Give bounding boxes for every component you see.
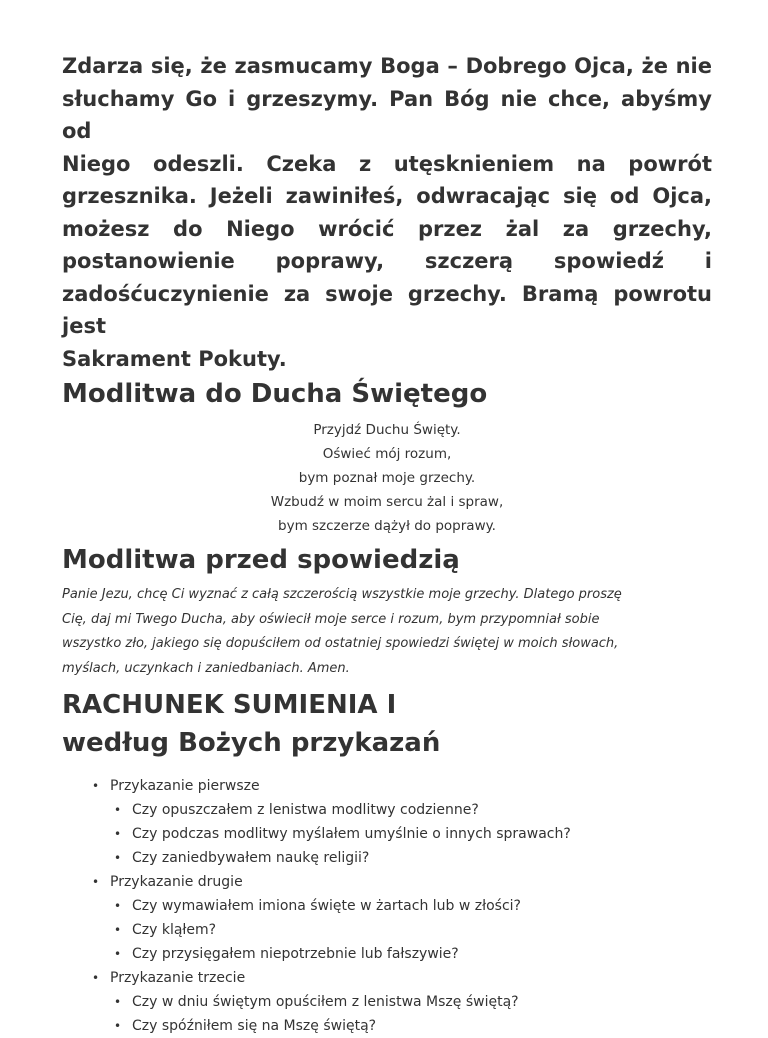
question-item: • Czy wymawiałem imiona święte w żartach lub w złości? [114,894,712,918]
prayer-line: wszystko zło, jakiego się dopuściłem od ostatniej spowiedzi świętej w moich słowach, [62,636,619,651]
commandment-label: Przykazanie drugie [110,874,243,890]
examination-subheading: według Bożych przykazań [62,728,441,758]
commandments-list [62,774,712,1038]
question-item: • Czy zaniedbywałem naukę religii? [114,846,712,870]
prayer-line: Wzbudź w moim sercu żal i spraw, [270,494,504,510]
question-item: • Czy spóźniłem się na Mszę świętą? [114,1014,712,1038]
intro-line: Niego odeszli. Czeka z utęsknieniem na powrót [62,151,712,176]
question-item: • Czy kląłem? [114,918,712,942]
intro-line: Sakrament Pokuty. [62,346,287,371]
intro-line: zadośćuczynienie za swoje grzechy. Bramą powrotu jest [62,281,712,338]
question-item: • Czy przysięgałem niepotrzebnie lub fałszywie? [114,942,712,966]
question-item: • Czy opuszczałem z lenistwa modlitwy codzienne? [114,798,712,822]
intro-line: możesz do Niego wrócić przez żal za grzechy, [62,216,712,241]
before-confession-heading: Modlitwa przed spowiedzią [62,545,460,575]
before-confession-text [62,583,712,681]
question-item: • Czy podczas modlitwy myślałem umyślnie o innych sprawach? [114,822,712,846]
intro-paragraph [62,50,712,375]
prayer-line: bym poznał moje grzechy. [298,470,476,486]
questions-list [110,990,712,1038]
prayer-line: Panie Jezu, chcę Ci wyznać z całą szczerością wszystkie moje grzechy. Dlatego proszę [62,587,622,602]
spirit-prayer-text [62,418,712,538]
commandment-item [92,966,712,1038]
commandment-label: Przykazanie trzecie [110,970,246,986]
questions-list [110,798,712,870]
intro-line: postanowienie poprawy, szczerą spowiedź i [62,249,712,273]
prayer-line: Oświeć mój rozum, [322,446,452,462]
document-page [62,50,712,1038]
commandment-item [92,774,712,870]
prayer-line: myślach, uczynkach i zaniedbaniach. Amen. [62,660,350,676]
spirit-prayer-heading: Modlitwa do Ducha Świętego [62,379,488,409]
intro-line: słuchamy Go i grzeszymy. Pan Bóg nie chce, abyśmy od [62,86,712,143]
question-item: • Czy w dniu świętym opuściłem z lenistwa Mszę świętą? [114,990,712,1014]
intro-line: Zdarza się, że zasmucamy Boga – Dobrego Ojca, że nie [62,54,712,78]
examination-heading: RACHUNEK SUMIENIA I [62,690,397,720]
prayer-line: Przyjdź Duchu Święty. [313,422,461,438]
questions-list [110,894,712,966]
prayer-line: bym szczerze dążył do poprawy. [278,518,496,534]
commandment-item [92,870,712,966]
intro-line: grzesznika. Jeżeli zawiniłeś, odwracając się od Ojca, [62,184,712,208]
prayer-line: Cię, daj mi Twego Ducha, aby oświecił moje serce i rozum, bym przypomniał sobie [62,611,600,627]
commandment-label: Przykazanie pierwsze [110,778,260,794]
